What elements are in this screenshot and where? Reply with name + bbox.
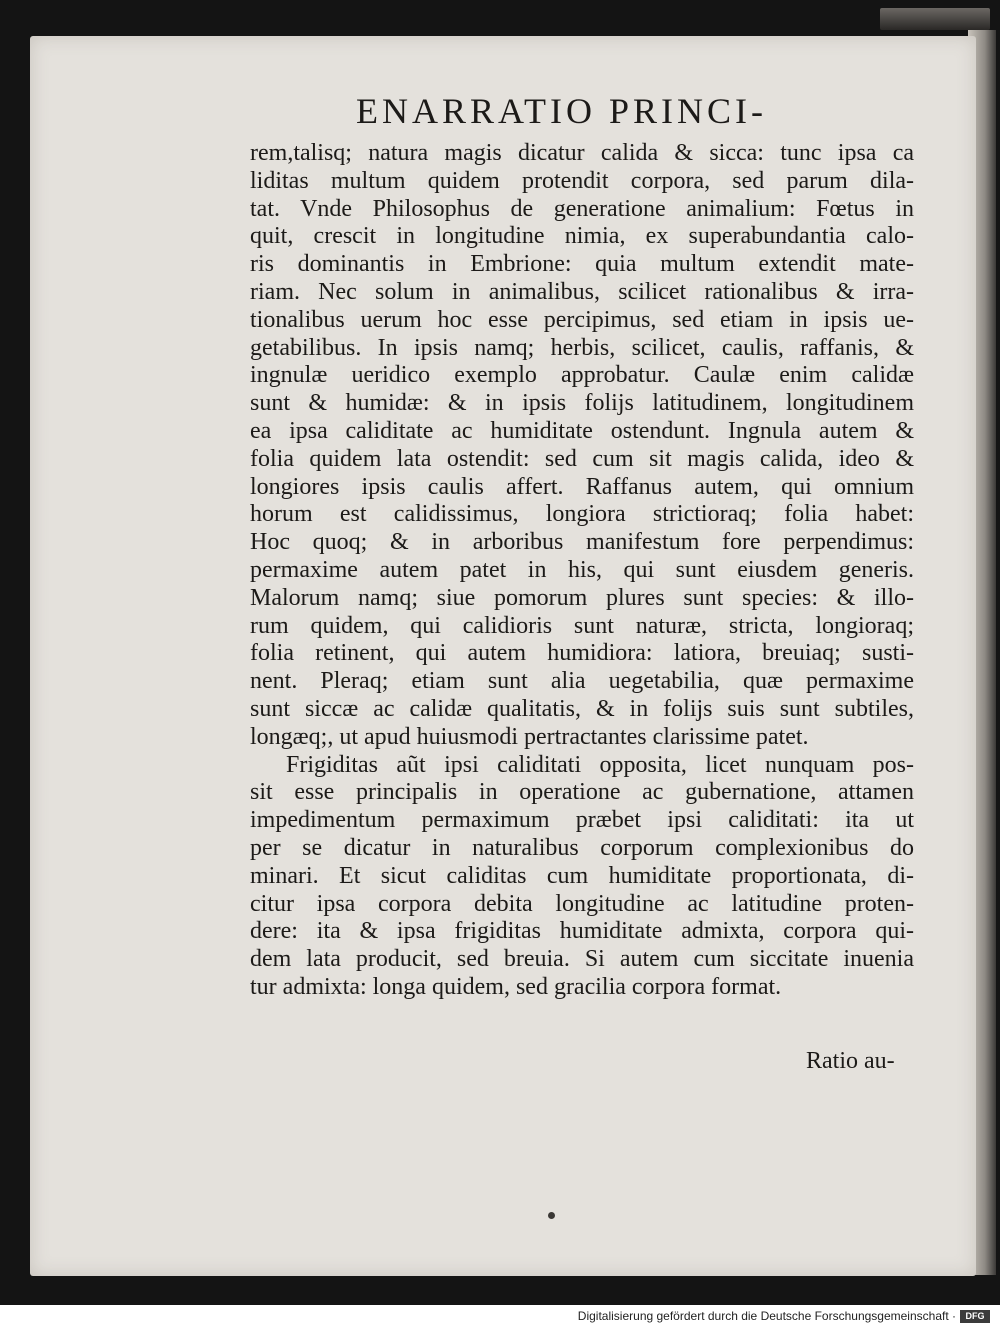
text-line: dere: ita & ipsa frigiditas humiditate admixta, corpora qui- (250, 918, 914, 945)
text-line: Hoc quoq; & in arboribus manifestum fore perpendimus: (250, 529, 914, 556)
text-line: impedimentum permaximum præbet ipsi caliditati: ita ut (250, 807, 914, 834)
text-line: folia retinent, qui autem humidiora: latiora, breuiaq; susti- (250, 640, 914, 667)
text-line: riam. Nec solum in animalibus, scilicet rationalibus & irra- (250, 278, 914, 305)
text-line: longiores ipsis caulis affert. Raffanus autem, qui omnium (250, 473, 914, 500)
text-line: ingnulæ ueridico exemplo approbatur. Caulæ enim calidæ (250, 362, 914, 389)
text-line: ea ipsa caliditate ac humiditate ostendunt. Ingnula autem & (250, 417, 914, 444)
text-line: horum est calidissimus, longiora strictioraq; folia habet: (250, 501, 914, 528)
text-line: citur ipsa corpora debita longitudine ac latitudine proten- (250, 890, 914, 917)
text-line: tat. Vnde Philosophus de generatione animalium: Fœtus in (250, 195, 914, 222)
text-line: liditas multum quidem protendit corpora, sed parum dila- (250, 167, 914, 194)
text-line: rem,talisq; natura magis dicatur calida & sicca: tunc ipsa ca (250, 140, 914, 166)
text-line: ris dominantis in Embrione: quia multum extendit mate- (250, 251, 914, 278)
footer-credit-text: Digitalisierung gefördert durch die Deutsche Forschungsgemeinschaft · (577, 1309, 956, 1323)
text-line: sit esse principalis in operatione ac gubernatione, attamen (250, 779, 914, 806)
digitization-footer (578, 1307, 990, 1325)
text-line: per se dicatur in naturalibus corporum complexionibus do (250, 834, 914, 861)
text-line: sunt & humidæ: & in ipsis folijs latitudinem, longitudinem (250, 390, 914, 417)
running-head: ENARRATIO PRINCI- (356, 91, 768, 131)
body-text (250, 140, 914, 1002)
text-line: folia quidem lata ostendit: sed cum sit magis calida, ideo & (250, 445, 914, 472)
dfg-logo-icon: DFG (960, 1310, 990, 1323)
text-line: Malorum namq; siue pomorum plures sunt species: & illo- (250, 584, 914, 611)
text-line: getabilibus. In ipsis namq; herbis, scilicet, caulis, raffanis, & (250, 334, 914, 361)
catchword: Ratio au- (806, 1048, 895, 1074)
page-dot-mark (548, 1212, 555, 1219)
text-line: nent. Pleraq; etiam sunt alia uegetabilia, quæ permaxime (250, 668, 914, 695)
text-line: minari. Et sicut caliditas cum humiditate proportionata, di- (250, 862, 914, 889)
text-line: tionalibus uerum hoc esse percipimus, sed etiam in ipsis ue- (250, 306, 914, 333)
text-line: longæq;, ut apud huiusmodi pertractantes clarissime patet. (250, 723, 809, 750)
text-line: quit, crescit in longitudine nimia, ex superabundantia calo- (250, 223, 914, 250)
text-line: dem lata producit, sed breuia. Si autem cum siccitate inuenia (250, 946, 914, 973)
text-line: tur admixta: longa quidem, sed gracilia corpora format. (250, 973, 782, 1000)
text-line: rum quidem, qui calidioris sunt naturæ, stricta, longioraq; (250, 612, 914, 639)
text-line-paragraph-start: Frigiditas aũt ipsi caliditati opposita, licet nunquam pos- (286, 751, 914, 778)
text-line: permaxime autem patet in his, qui sunt eiusdem generis. (250, 556, 914, 583)
book-edge-top (880, 8, 990, 30)
text-line: sunt siccæ ac calidæ qualitatis, & in folijs suis sunt subtiles, (250, 695, 914, 722)
